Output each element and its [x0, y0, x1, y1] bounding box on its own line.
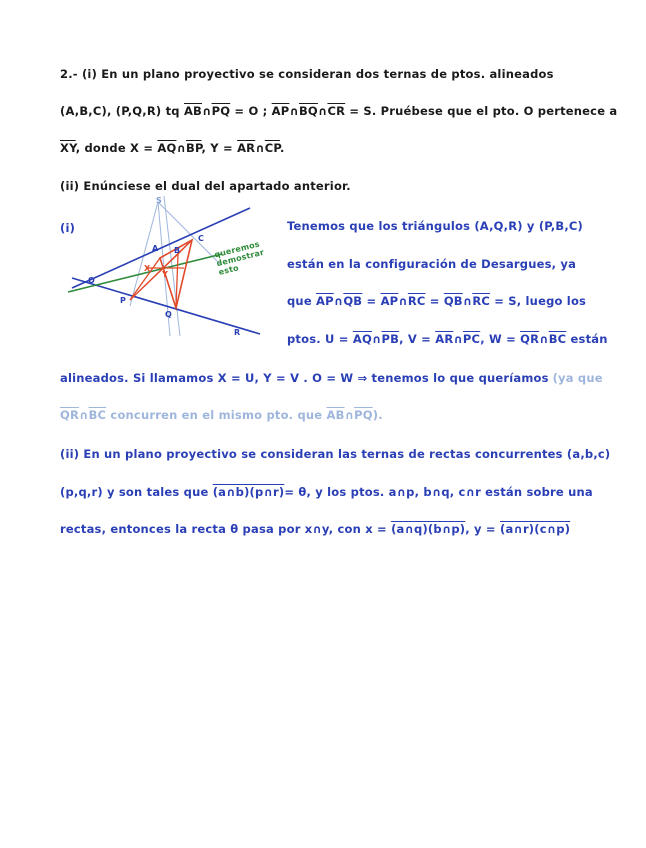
x-def: X = — [130, 141, 154, 155]
w-def: , W = — [480, 332, 516, 346]
line-bc: $\overline{BC}$ — [88, 408, 107, 422]
cap-symbol: ∩ — [453, 332, 463, 346]
tq-word: tq — [165, 104, 180, 118]
line-cr: $\overline{CR}$ — [327, 104, 346, 118]
statement-line-2 — [60, 103, 617, 119]
cap-symbol: ∩ — [398, 294, 408, 308]
statement-line-3 — [60, 140, 285, 156]
solution-i-label: (i) — [60, 221, 76, 235]
line-qr: $\overline{QR}$ — [520, 332, 540, 346]
line-theta-def: (a∩b)(p∩r) — [212, 485, 285, 499]
line-ap: $\overline{AP}$ — [271, 104, 290, 118]
cap-symbol: ∩ — [255, 141, 265, 155]
statement-tail: Pruébese que el pto. O pertenece a — [380, 104, 618, 118]
statement-line-4: (ii) Enúnciese el dual del apartado anterior. — [60, 179, 351, 193]
line-sp — [130, 202, 158, 306]
aside-open: (ya que — [552, 371, 603, 385]
y-def: Y = — [210, 141, 233, 155]
line-bp: $\overline{BP}$ — [186, 141, 202, 155]
cap-symbol: ∩ — [539, 332, 549, 346]
equals-s: = S. — [349, 104, 377, 118]
line-rc: $\overline{RC}$ — [472, 294, 491, 308]
u-def: ptos. U = — [287, 332, 349, 346]
v-def: , V = — [399, 332, 431, 346]
line-pq: $\overline{PQ}$ — [211, 104, 231, 118]
line-qr: $\overline{QR}$ — [60, 408, 80, 422]
label-s: S — [156, 196, 162, 205]
line-aq: $\overline{AQ}$ — [352, 332, 372, 346]
line-ab: $\overline{AB}$ — [326, 408, 345, 422]
y-label: , y = — [465, 522, 496, 536]
problem-number: 2.- — [60, 67, 78, 81]
cap-symbol: ∩ — [333, 294, 344, 308]
solution-i-line-6 — [60, 407, 383, 423]
line-ap: $\overline{AP}$ — [380, 294, 399, 308]
line-ab: $\overline{AB}$ — [183, 104, 203, 118]
equals-o: = O ; — [234, 104, 268, 118]
line-pc: $\overline{PC}$ — [462, 332, 481, 346]
desargues-figure — [60, 196, 275, 341]
label-c: C — [198, 234, 205, 243]
estan-word: están — [570, 332, 608, 346]
solution-i-line-3 — [287, 293, 586, 309]
line-pq: $\overline{PQ}$ — [354, 408, 373, 422]
part-i-label: (i) — [81, 67, 98, 81]
solution-ii-line-1: (ii) En un plano proyectivo se consideran las ternas de rectas concurrentes (a,b,c) — [60, 447, 611, 461]
line-aq: $\overline{AQ}$ — [157, 141, 177, 155]
line-xy: $\overline{XY}$ — [60, 141, 76, 155]
statement-line-1 — [60, 66, 554, 82]
que-word: que — [287, 294, 312, 308]
cap-symbol: ∩ — [344, 408, 355, 422]
concurren-text: concurren en el mismo pto. que — [110, 408, 323, 422]
label-a: A — [152, 244, 159, 253]
theta-text: = θ, y los ptos. a∩p, b∩q, c∩r están sobre una — [284, 485, 593, 499]
line-ar: $\overline{AR}$ — [435, 332, 454, 346]
donde-word: , donde — [75, 141, 126, 155]
axis-note: queremos demostrar esto — [213, 239, 265, 277]
label-o: O — [88, 276, 96, 285]
line-qb: $\overline{QB}$ — [343, 294, 363, 308]
label-y: Y — [162, 270, 168, 279]
triple-abc: (A,B,C), — [60, 104, 112, 118]
label-x: X — [144, 264, 151, 273]
equals: = — [366, 294, 377, 308]
line-qb: $\overline{QB}$ — [443, 294, 463, 308]
label-q: Q — [165, 310, 173, 319]
line-pb: $\overline{PB}$ — [381, 332, 400, 346]
label-b: B — [174, 246, 181, 255]
cap-symbol: ∩ — [79, 408, 89, 422]
luego-text: = S, luego los — [494, 294, 587, 308]
y-expr: (a∩r)(c∩p) — [499, 522, 571, 536]
statement-text-1: En un plano proyectivo se consideran dos ternas de ptos. alineados — [101, 67, 554, 81]
line-ap: $\overline{AP}$ — [316, 294, 334, 308]
solution-i-line-4 — [287, 331, 608, 347]
line-bc: $\overline{BC}$ — [548, 332, 567, 346]
label-r: R — [234, 328, 241, 337]
label-p: P — [120, 296, 127, 305]
rectas-text: rectas, entonces la recta θ pasa por x∩y, con x = — [60, 522, 387, 536]
solution-i-line-2: están en la configuración de Desargues, ya — [287, 257, 577, 271]
conclusion-text: alineados. Si llamamos X = U, Y = V . O = W ⇒ tenemos lo que queríamos — [60, 371, 549, 385]
solution-ii-line-2 — [60, 484, 593, 500]
cap-symbol: ∩ — [462, 294, 473, 308]
cap-symbol: ∩ — [176, 141, 186, 155]
comma: , — [201, 141, 207, 155]
cap-symbol: ∩ — [317, 104, 328, 118]
cap-symbol: ∩ — [289, 104, 299, 118]
solution-i-line-5 — [60, 370, 603, 386]
triple-pqr: (P,Q,R) — [115, 104, 162, 118]
line-rc: $\overline{RC}$ — [407, 294, 426, 308]
cap-symbol: ∩ — [202, 104, 212, 118]
period: . — [279, 141, 285, 155]
solution-i-line-1: Tenemos que los triángulos (A,Q,R) y (P,B,C) — [287, 219, 583, 233]
equals: = — [429, 294, 440, 308]
cap-symbol: ∩ — [371, 332, 382, 346]
line-bq: $\overline{BQ}$ — [298, 104, 318, 118]
pqr-text: (p,q,r) y son tales que — [60, 485, 209, 499]
line-ar: $\overline{AR}$ — [237, 141, 256, 155]
aside-close: ). — [372, 408, 383, 422]
line-cp: $\overline{CP}$ — [264, 141, 280, 155]
solution-ii-line-3 — [60, 521, 570, 537]
x-expr: (a∩q)(b∩p) — [391, 522, 466, 536]
